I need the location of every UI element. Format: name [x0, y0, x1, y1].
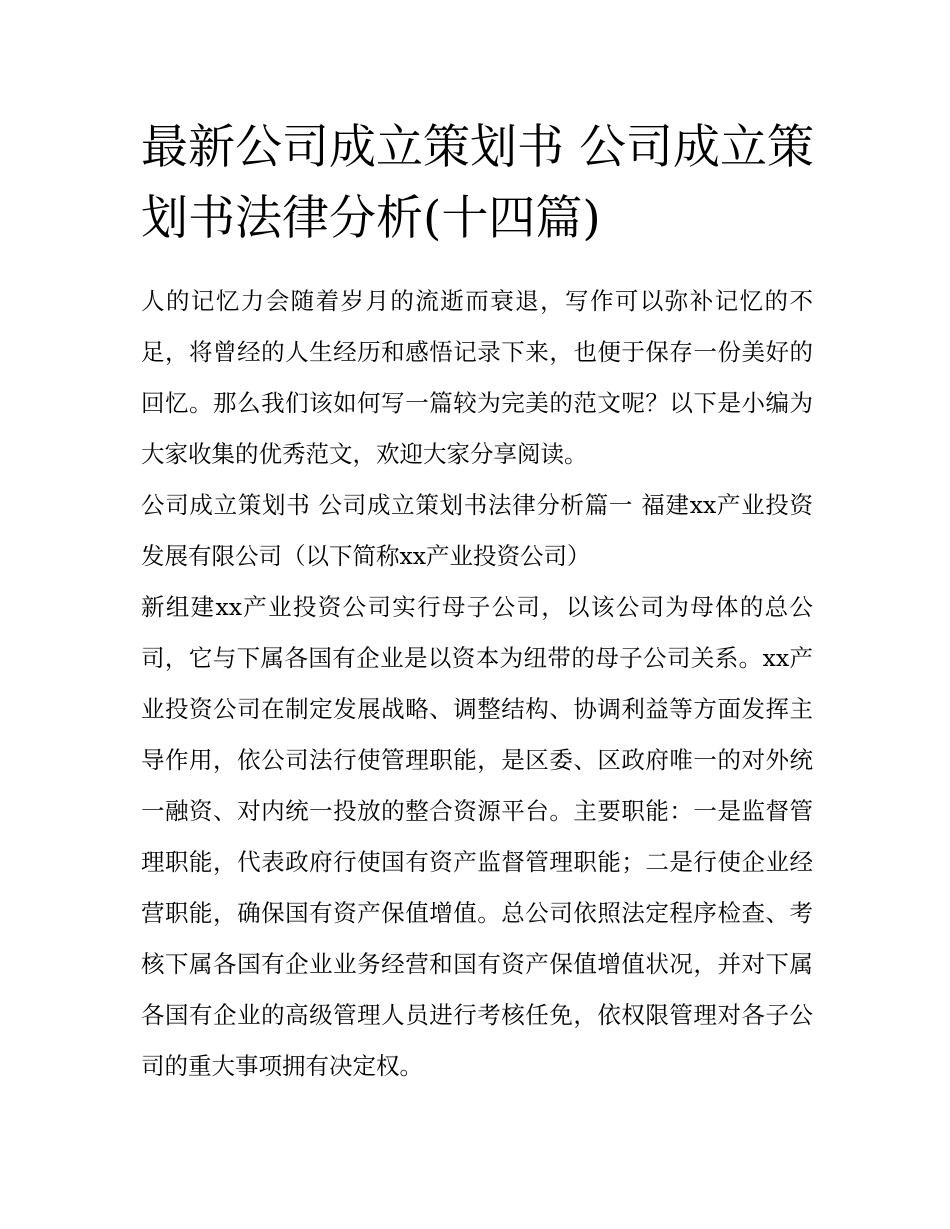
- paragraph-intro: 人的记忆力会随着岁月的流逝而衰退，写作可以弥补记忆的不足，将曾经的人生经历和感悟记录下来，也便于保存一份美好的回忆。那么我们该如何写一篇较为完美的范文呢？以下是小编为大家收集的优秀范文，欢迎大家分享阅读。: [141, 287, 813, 468]
- paragraph-content: 新组建xx产业投资公司实行母子公司，以该公司为母体的总公司，它与下属各国有企业是以资本为纽带的母子公司关系。xx产业投资公司在制定发展战略、调整结构、协调利益等方面发挥主导作用，依公司法行使管理职能，是区委、区政府唯一的对外统一融资、对内统一投放的整合资源平台。主要职能：一是监督管理职能，代表政府行使国有资产监督管理职能；二是行使企业经营职能，确保国有资产保值增值。总公司依照法定程序检查、考核下属各国有企业业务经营和国有资产保值增值状况，并对下属各国有企业的高级管理人员进行考核任免，依权限管理对各子公司的重大事项拥有决定权。: [141, 593, 813, 1080]
- document-title: 最新公司成立策划书 公司成立策划书法律分析(十四篇): [141, 120, 814, 246]
- document-body: [141, 276, 813, 1092]
- paragraph-heading: 公司成立策划书 公司成立策划书法律分析篇一 福建xx产业投资发展有限公司（以下简称xx产业投资公司）: [141, 491, 813, 570]
